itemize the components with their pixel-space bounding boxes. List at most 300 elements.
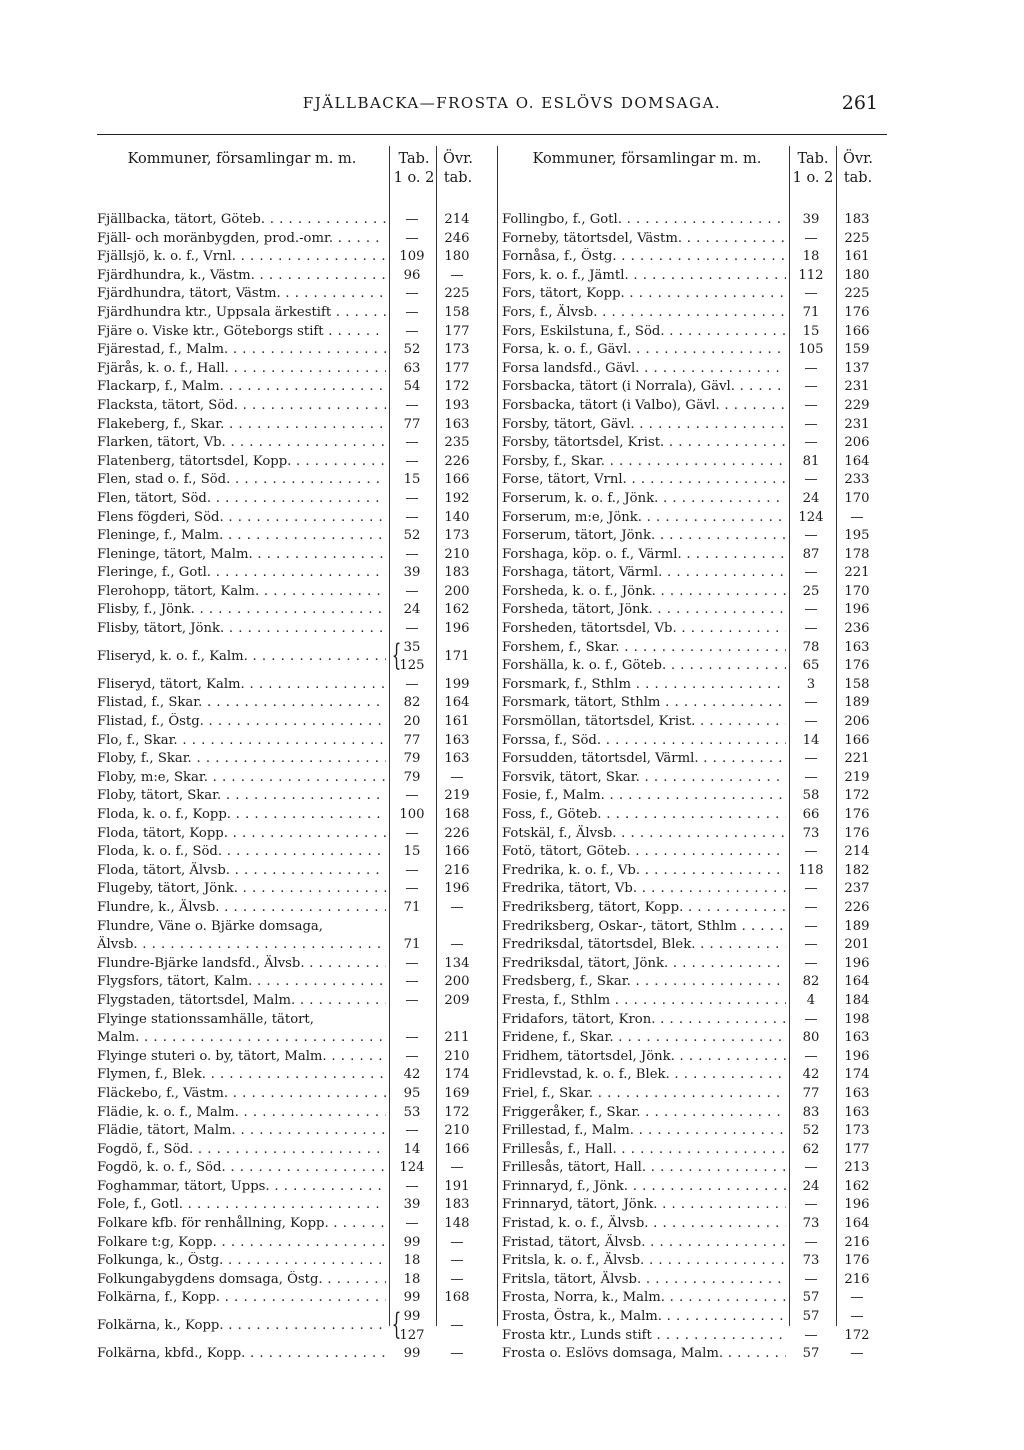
tab-value: 52 (403, 342, 421, 358)
tab-value: 82 (403, 695, 421, 711)
tab-value: 54 (403, 379, 421, 395)
entry-name: Fleninge, tätort, Malm. . . . (97, 546, 386, 565)
index-row (97, 1048, 487, 1067)
index-row (97, 434, 487, 453)
tab-value: — (405, 788, 419, 804)
entry-name: Folkärna, k., Kopp. . . . (97, 1317, 386, 1336)
index-row (502, 1159, 892, 1178)
index-row (502, 1104, 892, 1123)
entry-name: Fjällsjö, k. o. f., Vrnl. . . . (97, 248, 386, 267)
ovr-value: 216 (444, 862, 470, 878)
tab-value: — (804, 1327, 818, 1343)
tab-value: 42 (403, 1067, 421, 1083)
ovr-value: 201 (844, 937, 870, 953)
brace-mark: { (391, 637, 402, 673)
tab-value: 124 (798, 509, 824, 525)
entry-name: Flundre-Bjärke landsfd., Älvsb. . . . (97, 955, 386, 974)
tab-value: — (405, 825, 419, 841)
tab-value: 42 (802, 1067, 820, 1083)
tab-value: 99 (403, 1309, 421, 1325)
index-row (502, 453, 892, 472)
index-row (97, 899, 487, 918)
ovr-value: — (450, 1318, 464, 1334)
tab-value: 58 (802, 788, 820, 804)
index-row (502, 806, 892, 825)
index-row (97, 1104, 487, 1123)
index-row (97, 1308, 487, 1345)
tab-value: — (405, 974, 419, 990)
entry-name: Fristad, k. o. f., Älvsb. . . . (502, 1215, 786, 1234)
tab-value: 109 (399, 249, 425, 265)
index-row (502, 378, 892, 397)
ovr-value: 229 (844, 397, 870, 413)
entry-name: Fredriksberg, Oskar-, tätort, Sthlm . . . (502, 918, 786, 937)
entry-name: Flen, stad o. f., Söd. . . . (97, 471, 386, 490)
index-row (97, 1345, 487, 1364)
entry-name: Forshälla, k. o. f., Göteb. . . . (502, 657, 786, 676)
tab-value: — (405, 583, 419, 599)
index-row (502, 862, 892, 881)
index-row (502, 1252, 892, 1271)
ovr-value: 158 (444, 304, 470, 320)
tab-value: 24 (403, 602, 421, 618)
ovr-value: 163 (844, 1085, 870, 1101)
tab-value: 52 (403, 528, 421, 544)
entry-name: Fornåsa, f., Östg. . . . (502, 248, 786, 267)
index-row (97, 285, 487, 304)
index-row (97, 546, 487, 565)
tab-value: 82 (802, 974, 820, 990)
tab-value: 25 (802, 583, 820, 599)
ovr-value: 172 (844, 1327, 870, 1343)
entry-name: Fridene, f., Skar. . . . (502, 1029, 786, 1048)
index-row (97, 267, 487, 286)
tab-value: — (804, 1011, 818, 1027)
entry-name: Fritsla, tätort, Älvsb. . . . (502, 1271, 786, 1290)
entry-name: Foghammar, tätort, Upps. . . . (97, 1178, 386, 1197)
right-name-heading: Kommuner, församlingar m. m. (532, 151, 762, 167)
ovr-value: 166 (444, 1141, 470, 1157)
index-row (97, 453, 487, 472)
ovr-value: 176 (844, 658, 870, 674)
index-row (97, 341, 487, 360)
ovr-value: 161 (444, 714, 470, 730)
ovr-value: 137 (844, 360, 870, 376)
entry-name: Floda, k. o. f., Kopp. . . . (97, 806, 386, 825)
tab-value: 62 (802, 1141, 820, 1157)
index-row (97, 825, 487, 844)
entry-name: Fors, f., Älvsb. . . . (502, 304, 786, 323)
ovr-value: 183 (444, 1197, 470, 1213)
entry-name: Frosta o. Eslövs domsaga, Malm. . . . (502, 1345, 786, 1364)
entry-name: Flistad, f., Östg. . . . (97, 713, 386, 732)
index-row (502, 471, 892, 490)
entry-name: Flen, tätort, Söd. . . . (97, 490, 386, 509)
left-name-heading: Kommuner, församlingar m. m. (127, 151, 357, 167)
tab-value: — (405, 323, 419, 339)
ovr-value: 182 (844, 862, 870, 878)
entry-name: Frillestad, f., Malm. . . . (502, 1122, 786, 1141)
ovr-value: 176 (844, 807, 870, 822)
tab-value: — (804, 472, 818, 488)
index-row (502, 676, 892, 695)
index-row (502, 639, 892, 658)
index-row (97, 323, 487, 342)
ovr-value: 148 (444, 1216, 470, 1232)
index-row (502, 750, 892, 769)
entry-name: Flygsfors, tätort, Kalm. . . . (97, 973, 386, 992)
entry-name: Forsa landsfd., Gävl. . . . (502, 360, 786, 379)
running-title: FJÄLLBACKA—FROSTA O. ESLÖVS DOMSAGA. (302, 94, 722, 112)
tab-value: — (405, 546, 419, 562)
ovr-value: 177 (844, 1141, 870, 1157)
entry-name: Fredriksdal, tätortsdel, Blek. . . . (502, 936, 786, 955)
entry-name: Fritsla, k. o. f., Älvsb. . . . (502, 1252, 786, 1271)
entry-name: Flugeby, tätort, Jönk. . . . (97, 880, 386, 899)
ovr-value: 176 (844, 304, 870, 320)
ovr-value: 163 (844, 1104, 870, 1120)
ovr-value: 172 (444, 1104, 470, 1120)
entry-name: Forsby, tätort, Gävl. . . . (502, 416, 786, 435)
entry-name: Flygstaden, tätortsdel, Malm. . . . (97, 992, 386, 1011)
ovr-value: 221 (844, 565, 870, 581)
tab-value: — (804, 1160, 818, 1176)
ovr-value: 213 (844, 1160, 870, 1176)
index-row (502, 1196, 892, 1215)
entry-name: Floby, m:e, Skar. . . . (97, 769, 386, 788)
tab-value: 14 (403, 1141, 421, 1157)
ovr-value: 176 (844, 1253, 870, 1269)
index-row (97, 806, 487, 825)
index-row (502, 546, 892, 565)
index-row (97, 1029, 487, 1048)
tab-value: — (804, 621, 818, 637)
tab-value: 18 (802, 249, 820, 265)
ovr-value: 184 (844, 992, 870, 1008)
ovr-value: 158 (844, 676, 870, 692)
entry-name: Floby, f., Skar. . . . (97, 750, 386, 769)
ovr-value: — (850, 1309, 864, 1325)
entry-name: Follingbo, f., Gotl. . . . (502, 211, 786, 230)
tab-value: 35 (403, 639, 421, 655)
index-row (97, 955, 487, 974)
entry-name: Fredriksberg, tätort, Kopp. . . . (502, 899, 786, 918)
index-row (97, 583, 487, 602)
ovr-value: 195 (844, 528, 870, 544)
index-row (502, 509, 892, 528)
entry-name: Flarken, tätort, Vb. . . . (97, 434, 386, 453)
entry-name: Flundre, Väne o. Bjärke domsaga, (97, 918, 323, 934)
index-row (502, 769, 892, 788)
tab-value: — (405, 621, 419, 637)
ovr-value: 163 (844, 1030, 870, 1046)
index-row (97, 639, 487, 676)
entry-name: Flyinge stuteri o. by, tätort, Malm. . . . (97, 1048, 386, 1067)
entry-name: Foss, f., Göteb. . . . (502, 806, 786, 825)
ovr-value: — (450, 1346, 464, 1362)
index-row (97, 713, 487, 732)
ovr-value: 163 (444, 416, 470, 432)
entry-name: Flyinge stationssamhälle, tätort, (97, 1011, 314, 1027)
tab-value: 3 (806, 676, 816, 692)
index-row (97, 509, 487, 528)
tab-value: 24 (802, 490, 820, 506)
right-ovr-heading: Övr. tab. (842, 151, 874, 186)
entry-name: Fleringe, f., Gotl. . . . (97, 564, 386, 583)
ovr-value: 164 (844, 974, 870, 990)
entry-name: Forsby, tätortsdel, Krist. . . . (502, 434, 786, 453)
entry-name: Forserum, k. o. f., Jönk. . . . (502, 490, 786, 509)
ovr-value: 164 (444, 695, 470, 711)
ovr-value: — (450, 1253, 464, 1269)
tab-value: 39 (403, 565, 421, 581)
ovr-value: — (850, 1290, 864, 1306)
right-index-column (502, 211, 892, 1364)
tab-value: 63 (403, 360, 421, 376)
ovr-value: 196 (444, 621, 470, 637)
ovr-value: 162 (444, 602, 470, 618)
index-row (97, 397, 487, 416)
entry-name: Fole, f., Gotl. . . . (97, 1196, 386, 1215)
ovr-value: 237 (844, 881, 870, 897)
index-row (502, 1141, 892, 1160)
ovr-value: 163 (844, 639, 870, 655)
ovr-value: 200 (444, 974, 470, 990)
entry-name: Fliseryd, k. o. f., Kalm. . . . (97, 648, 386, 667)
tab-value: — (804, 918, 818, 934)
ovr-value: 177 (444, 360, 470, 376)
entry-name: Forsmark, f., Sthlm . . . (502, 676, 786, 695)
ovr-value: 214 (844, 844, 870, 860)
entry-name: Flacksta, tätort, Söd. . . . (97, 397, 386, 416)
index-row (502, 1308, 892, 1327)
index-row (97, 527, 487, 546)
entry-name: Forserum, m:e, Jönk. . . . (502, 509, 786, 528)
tab-value: 52 (802, 1123, 820, 1139)
index-row (97, 750, 487, 769)
tab-value: — (804, 899, 818, 915)
index-row (502, 1066, 892, 1085)
index-row (97, 601, 487, 620)
ovr-value: 210 (444, 546, 470, 562)
index-row (97, 1196, 487, 1215)
tab-value: — (804, 230, 818, 246)
tab-value: 71 (403, 899, 421, 915)
index-row (502, 1085, 892, 1104)
center-rule (497, 146, 498, 1326)
tab-value: 57 (802, 1290, 820, 1306)
entry-name: Fogdö, k. o. f., Söd. . . . (97, 1159, 386, 1178)
tab-value: 77 (403, 416, 421, 432)
entry-name: Fredriksdal, tätort, Jönk. . . . (502, 955, 786, 974)
entry-name: Fjärdhundra, tätort, Västm. . . . (97, 285, 386, 304)
tab-value: 39 (802, 212, 820, 227)
ovr-value: 206 (844, 435, 870, 451)
index-row (502, 787, 892, 806)
entry-name: Flackarp, f., Malm. . . . (97, 378, 386, 397)
entry-name: Friggeråker, f., Skar. . . . (502, 1104, 786, 1123)
tab-value: — (804, 955, 818, 971)
entry-name: Floda, tätort, Kopp. . . . (97, 825, 386, 844)
index-row (502, 973, 892, 992)
index-row (97, 973, 487, 992)
entry-name: Frillesås, f., Hall. . . . (502, 1141, 786, 1160)
index-row (97, 732, 487, 751)
ovr-value: 206 (844, 714, 870, 730)
index-row (502, 936, 892, 955)
header-rule (97, 134, 887, 135)
tab-value: — (405, 881, 419, 897)
ovr-value: 216 (844, 1271, 870, 1287)
entry-name: Fors, tätort, Kopp. . . . (502, 285, 786, 304)
tab-value: — (804, 565, 818, 581)
ovr-value: — (450, 899, 464, 915)
index-row (97, 880, 487, 899)
entry-name: Folkare t:g, Kopp. . . . (97, 1234, 386, 1253)
index-row (97, 620, 487, 639)
entry-name: Frillesås, tätort, Hall. . . . (502, 1159, 786, 1178)
brace-mark: { (391, 1307, 402, 1343)
tab-value: 18 (403, 1253, 421, 1269)
tab-value: 96 (403, 267, 421, 283)
index-row (502, 360, 892, 379)
entry-name: Frosta, Norra, k., Malm. . . . (502, 1289, 786, 1308)
entry-name: Folkare kfb. för renhållning, Kopp. . . . (97, 1215, 386, 1234)
entry-name: Flymen, f., Blek. . . . (97, 1066, 386, 1085)
tab-value: 83 (802, 1104, 820, 1120)
entry-name: Forshem, f., Skar. . . . (502, 639, 786, 658)
ovr-value: 163 (444, 751, 470, 767)
ovr-value: 211 (444, 1030, 470, 1046)
tab-value: — (405, 509, 419, 525)
ovr-value: 178 (844, 546, 870, 562)
ovr-value: — (450, 1160, 464, 1176)
index-row (502, 583, 892, 602)
entry-name: Malm. . . . (97, 1029, 386, 1048)
entry-name: Forsby, f., Skar. . . . (502, 453, 786, 472)
index-row (502, 416, 892, 435)
entry-name: Flerohopp, tätort, Kalm. . . . (97, 583, 386, 602)
ovr-value: 166 (444, 844, 470, 860)
ovr-value: 183 (844, 212, 870, 227)
tab-value: 15 (403, 844, 421, 860)
ovr-value: 193 (444, 397, 470, 413)
index-row (97, 471, 487, 490)
index-row (97, 1234, 487, 1253)
tab-value: — (804, 360, 818, 376)
tab-value: — (804, 1197, 818, 1213)
entry-name: Forshaga, tätort, Värml. . . . (502, 564, 786, 583)
index-row (97, 862, 487, 881)
entry-name: Fogdö, f., Söd. . . . (97, 1141, 386, 1160)
entry-name: Fläckebo, f., Västm. . . . (97, 1085, 386, 1104)
entry-name: Fjäre o. Viske ktr., Göteborgs stift . . . (97, 323, 386, 342)
ovr-value: 168 (444, 807, 470, 822)
ovr-value: 196 (844, 1048, 870, 1064)
entry-name: Forsheden, tätortsdel, Vb. . . . (502, 620, 786, 639)
entry-name: Forneby, tätortsdel, Västm. . . . (502, 230, 786, 249)
ovr-value: 196 (844, 1197, 870, 1213)
index-row (502, 1271, 892, 1290)
index-row (97, 1141, 487, 1160)
index-row (502, 285, 892, 304)
index-row (502, 843, 892, 862)
index-row (97, 564, 487, 583)
entry-name: Forsmöllan, tätortsdel, Krist. . . . (502, 713, 786, 732)
entry-name: Flundre, k., Älvsb. . . . (97, 899, 386, 918)
index-row (502, 248, 892, 267)
tab-value: — (405, 1123, 419, 1139)
tab-value: — (405, 286, 419, 302)
index-row (97, 248, 487, 267)
index-row (97, 1085, 487, 1104)
right-tab-heading: Tab. 1 o. 2 (792, 151, 834, 186)
index-row (97, 694, 487, 713)
index-row (502, 825, 892, 844)
tab-value: — (804, 1234, 818, 1250)
index-row (502, 1029, 892, 1048)
ovr-value: 168 (444, 1290, 470, 1306)
index-row (502, 341, 892, 360)
entry-name: Flo, f., Skar. . . . (97, 732, 386, 751)
entry-name: Frinnaryd, f., Jönk. . . . (502, 1178, 786, 1197)
tab-value: 87 (802, 546, 820, 562)
ovr-value: 170 (844, 490, 870, 506)
ovr-value: 231 (844, 416, 870, 432)
tab-value: — (804, 528, 818, 544)
index-row (97, 769, 487, 788)
ovr-value: 140 (444, 509, 470, 525)
ovr-value: 170 (844, 583, 870, 599)
entry-name: Forsa, k. o. f., Gävl. . . . (502, 341, 786, 360)
tab-value: 77 (403, 732, 421, 748)
tab-value: — (405, 676, 419, 692)
tab-value: — (804, 416, 818, 432)
tab-value: — (804, 881, 818, 897)
index-row (97, 1289, 487, 1308)
index-row (97, 360, 487, 379)
tab-value: 80 (802, 1030, 820, 1046)
index-row (502, 620, 892, 639)
index-row (502, 713, 892, 732)
tab-value: 53 (403, 1104, 421, 1120)
index-row (502, 1234, 892, 1253)
tab-value: 39 (403, 1197, 421, 1213)
ovr-value: 196 (844, 602, 870, 618)
ovr-value: 169 (444, 1085, 470, 1101)
entry-name: Fredrika, k. o. f., Vb. . . . (502, 862, 786, 881)
index-row (97, 378, 487, 397)
tab-value: 81 (802, 453, 820, 469)
ovr-value: 174 (844, 1067, 870, 1083)
tab-value: — (804, 435, 818, 451)
index-row (97, 304, 487, 323)
index-row (502, 1178, 892, 1197)
entry-name: Flädie, k. o. f., Malm. . . . (97, 1104, 386, 1123)
entry-name: Forssa, f., Söd. . . . (502, 732, 786, 751)
index-row (502, 304, 892, 323)
ovr-value: 225 (444, 286, 470, 302)
entry-name: Älvsb. . . . (97, 936, 386, 955)
entry-name: Forsheda, tätort, Jönk. . . . (502, 601, 786, 620)
tab-value: — (804, 844, 818, 860)
tab-value: — (804, 1048, 818, 1064)
ovr-value: 219 (844, 769, 870, 785)
left-tab-heading: Tab. 1 o. 2 (393, 151, 435, 186)
index-row (502, 657, 892, 676)
index-row (502, 230, 892, 249)
ovr-value: 173 (444, 342, 470, 358)
